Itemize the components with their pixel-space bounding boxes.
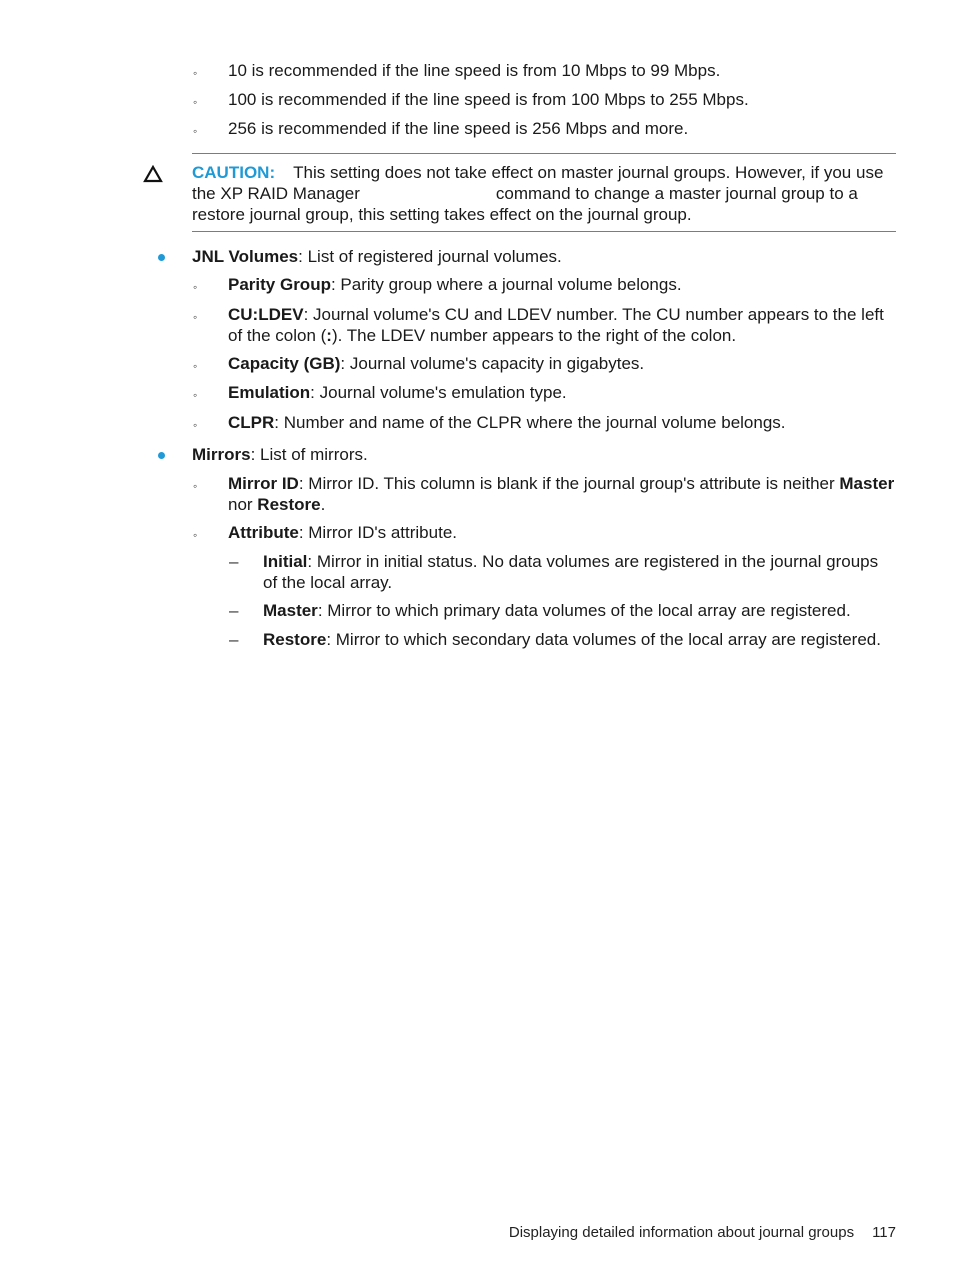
- dash-bullet-icon: –: [229, 601, 239, 620]
- jnl-volumes-term: JNL Volumes: [192, 247, 299, 266]
- attribute-initial-item: [263, 551, 896, 593]
- attribute-desc: : Mirror ID's attribute.: [298, 523, 457, 542]
- caution-box: [192, 153, 896, 232]
- cu-ldev-desc-b: ). The LDEV number appears to the right of the colon.: [331, 326, 737, 345]
- mirrors-item: [192, 444, 896, 465]
- caution-label: CAUTION:: [192, 163, 276, 182]
- circle-bullet-icon: ◦: [193, 95, 198, 109]
- circle-bullet-icon: ◦: [193, 528, 198, 542]
- caution-text: [192, 162, 896, 225]
- dash-bullet-icon: –: [229, 630, 239, 649]
- clpr-desc: : Number and name of the CLPR where the journal volume belongs.: [274, 413, 786, 432]
- initial-desc: : Mirror in initial status. No data volumes are registered in the journal groups of the local array.: [263, 552, 879, 592]
- mirror-id-end: .: [320, 495, 326, 514]
- mirror-id-nor: nor: [228, 495, 258, 514]
- mirror-id-restore: Restore: [257, 495, 321, 514]
- initial-term: Initial: [263, 552, 308, 571]
- cu-ldev-desc-a: : Journal volume's CU and LDEV number. The CU number appears to the left of the colon (: [228, 305, 884, 345]
- master-desc: : Mirror to which primary data volumes of the local array are registered.: [317, 601, 851, 620]
- master-term: Master: [263, 601, 318, 620]
- cu-ldev-item: [228, 304, 896, 346]
- jnl-volumes-desc: : List of registered journal volumes.: [298, 247, 562, 266]
- circle-bullet-icon: ◦: [193, 479, 198, 493]
- circle-bullet-icon: ◦: [193, 359, 198, 373]
- attribute-item: [228, 522, 896, 543]
- parity-group-item: [228, 274, 896, 295]
- speed-item-text: 100 is recommended if the line speed is from 100 Mbps to 255 Mbps.: [228, 90, 749, 109]
- emulation-term: Emulation: [228, 383, 311, 402]
- mirror-id-term: Mirror ID: [228, 474, 299, 493]
- speed-item-text: 10 is recommended if the line speed is from 10 Mbps to 99 Mbps.: [228, 61, 721, 80]
- restore-desc: : Mirror to which secondary data volumes of the local array are registered.: [326, 630, 881, 649]
- circle-bullet-icon: ◦: [193, 124, 198, 138]
- capacity-desc: : Journal volume's capacity in gigabytes.: [340, 354, 645, 373]
- mirrors-desc: : List of mirrors.: [250, 445, 368, 464]
- clpr-item: [228, 412, 896, 433]
- mirror-id-desc: : Mirror ID. This column is blank if the journal group's attribute is neither: [298, 474, 840, 493]
- circle-bullet-icon: ◦: [193, 66, 198, 80]
- clpr-term: CLPR: [228, 413, 275, 432]
- emulation-desc: : Journal volume's emulation type.: [310, 383, 567, 402]
- attribute-term: Attribute: [228, 523, 299, 542]
- mirror-id-item: [228, 473, 896, 515]
- circle-bullet-icon: ◦: [193, 310, 198, 324]
- page-footer: [509, 1222, 896, 1243]
- bullet-dot-icon: [158, 452, 165, 459]
- mirrors-term: Mirrors: [192, 445, 251, 464]
- page-number: 117: [872, 1224, 896, 1241]
- attribute-master-item: [263, 600, 896, 621]
- caution-text-part-2: command to change a master journal group to a restore journal group, this setting takes effect on the journal group.: [192, 184, 858, 224]
- bullet-dot-icon: [158, 254, 165, 261]
- jnl-volumes-item: [192, 246, 896, 267]
- emulation-item: [228, 382, 896, 403]
- cu-ldev-term: CU:LDEV: [228, 305, 304, 324]
- dash-bullet-icon: –: [229, 552, 239, 571]
- warning-triangle-icon: [143, 165, 163, 183]
- circle-bullet-icon: ◦: [193, 388, 198, 402]
- speed-item-text: 256 is recommended if the line speed is 256 Mbps and more.: [228, 119, 689, 138]
- parity-group-desc: : Parity group where a journal volume belongs.: [330, 275, 682, 294]
- restore-term: Restore: [263, 630, 327, 649]
- circle-bullet-icon: ◦: [193, 280, 198, 294]
- mirror-id-master: Master: [839, 474, 895, 493]
- parity-group-term: Parity Group: [228, 275, 331, 294]
- circle-bullet-icon: ◦: [193, 418, 198, 432]
- footer-section-title: Displaying detailed information about journal groups: [508, 1224, 855, 1241]
- capacity-term: Capacity (GB): [228, 354, 341, 373]
- attribute-restore-item: [263, 629, 896, 650]
- cu-ldev-colon: :: [326, 326, 332, 345]
- capacity-item: [228, 353, 896, 374]
- caution-text-part-1: This setting does not take effect on master journal groups. However, if you use the XP RAID Manager: [192, 163, 884, 203]
